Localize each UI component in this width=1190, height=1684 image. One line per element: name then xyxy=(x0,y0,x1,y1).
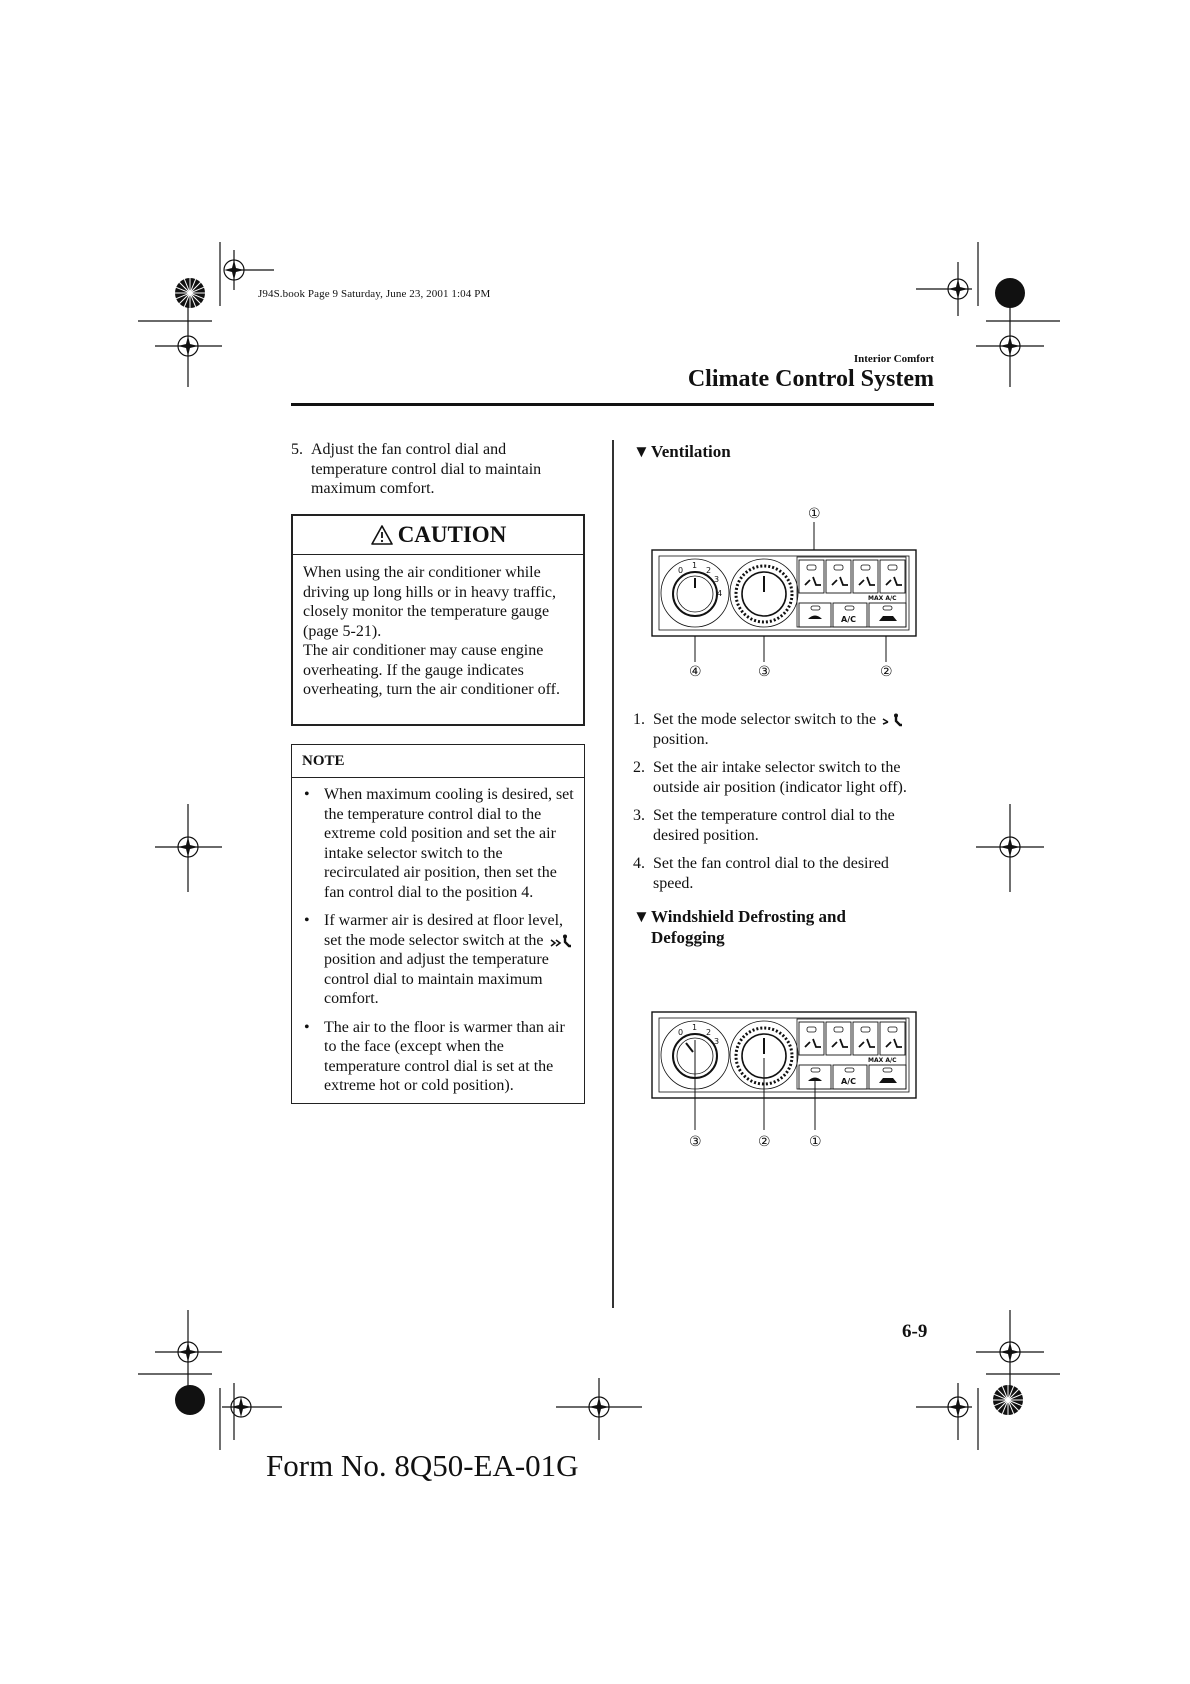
vent-step-text xyxy=(653,710,933,749)
vent-step-text: Set the air intake selector switch to the outside air position (indicator light off). xyxy=(653,759,907,796)
caution-header xyxy=(293,516,583,555)
vent-step-num: 1. xyxy=(633,711,645,728)
note-header: NOTE xyxy=(292,745,584,778)
vent-step-text: Set the fan control dial to the desired speed. xyxy=(653,855,889,892)
note-bullet-text: The air to the floor is warmer than air to the face (except when the temperature control dial is set at the extreme hot or cold position). xyxy=(324,1018,565,1094)
note-box xyxy=(291,744,585,1104)
step-5-number: 5. xyxy=(291,441,303,458)
ventilation-heading xyxy=(633,441,731,462)
step-5-text: Adjust the fan control dial and temperature control dial to maintain maximum comfort. xyxy=(311,441,542,497)
bullet-char: • xyxy=(304,1018,310,1036)
caution-label: CAUTION xyxy=(397,522,507,547)
note-bullet xyxy=(302,785,576,902)
vent-step-1-text-a: Set the mode selector switch to the xyxy=(653,711,877,728)
callout-top: ① xyxy=(808,506,821,522)
vent-step-1 xyxy=(633,710,933,749)
vent-step-4 xyxy=(633,854,933,893)
svg-text:1: 1 xyxy=(692,561,698,570)
column-divider xyxy=(612,440,614,1308)
section-label: Interior Comfort xyxy=(853,353,934,365)
callout-bottom-2: ② xyxy=(758,1134,771,1150)
note-bullet-text: When maximum cooling is desired, set the temperature control dial to the extreme cold position and set the air intake selector switch to the recirculated air position, then set the fan control dial to the position 4. xyxy=(324,786,574,901)
svg-text:0: 0 xyxy=(678,1028,684,1037)
vent-step-text: Set the temperature control dial to the desired position. xyxy=(653,807,895,844)
svg-text:4: 4 xyxy=(717,589,723,598)
note-bullet2-text-b: position and adjust the temperature control dial to maintain maximum comfort. xyxy=(324,951,549,1007)
vent-step-1-text-b: position. xyxy=(653,730,709,748)
ac-label: A/C xyxy=(841,1077,856,1086)
svg-text:2: 2 xyxy=(706,1028,712,1037)
callout-bottom-2: ③ xyxy=(758,664,771,680)
callout-bottom-1: ③ xyxy=(689,1134,702,1150)
caution-text-1: When using the air conditioner while driving up long hills or in heavy traffic, closely monitor the temperature gauge (page 5-21). xyxy=(303,564,556,640)
caution-box xyxy=(291,514,585,726)
defrost-heading-text: Windshield Defrosting and Defogging xyxy=(651,907,846,947)
note-bullet2-text-a: If warmer air is desired at floor level, set the mode selector switch at the xyxy=(324,912,564,949)
bilevel-vent-icon xyxy=(880,713,904,727)
bullet-char: • xyxy=(304,912,310,929)
note-bullet-text xyxy=(324,911,576,1009)
callout-bottom-3: ② xyxy=(880,664,893,680)
caution-body xyxy=(293,555,583,700)
floor-vent-icon xyxy=(547,934,573,948)
svg-text:1: 1 xyxy=(692,1023,698,1032)
page-title: Climate Control System xyxy=(687,366,934,392)
svg-text:3: 3 xyxy=(714,575,720,584)
ac-label: A/C xyxy=(841,615,856,624)
ventilation-heading-text: Ventilation xyxy=(651,442,731,461)
caution-triangle-icon xyxy=(370,524,394,546)
triangle-bullet-icon: ▼ xyxy=(633,907,650,926)
note-bullet xyxy=(302,1018,576,1096)
vent-step-2 xyxy=(633,758,933,797)
bullet-char: • xyxy=(304,786,310,803)
triangle-bullet-icon: ▼ xyxy=(633,442,650,461)
svg-text:MAX A/C: MAX A/C xyxy=(868,1057,897,1064)
svg-text:3: 3 xyxy=(714,1037,720,1046)
svg-text:MAX A/C: MAX A/C xyxy=(868,595,897,602)
defrost-heading xyxy=(633,906,933,948)
page-number: 6-9 xyxy=(902,1321,928,1342)
svg-text:2: 2 xyxy=(706,566,712,575)
caution-text-2: The air conditioner may cause engine overheating. If the gauge indicates overheating, turn the air conditioner off. xyxy=(303,642,560,698)
print-info: J94S.book Page 9 Saturday, June 23, 2001 1:04 PM xyxy=(258,288,491,300)
ventilation-steps xyxy=(633,710,933,902)
title-rule xyxy=(291,403,934,406)
note-bullet xyxy=(302,911,576,1009)
defrost-diagram xyxy=(650,1010,920,1160)
step-5 xyxy=(291,440,581,499)
vent-step-num: 2. xyxy=(633,759,645,776)
svg-text:0: 0 xyxy=(678,566,684,575)
vent-step-3 xyxy=(633,806,933,845)
vent-step-num: 3. xyxy=(633,807,645,824)
note-body xyxy=(292,778,584,1096)
vent-step-num: 4. xyxy=(633,855,645,872)
callout-bottom-1: ④ xyxy=(689,664,702,680)
ventilation-diagram xyxy=(650,500,920,685)
callout-bottom-3: ① xyxy=(809,1134,822,1150)
form-number: Form No. 8Q50-EA-01G xyxy=(266,1448,579,1483)
